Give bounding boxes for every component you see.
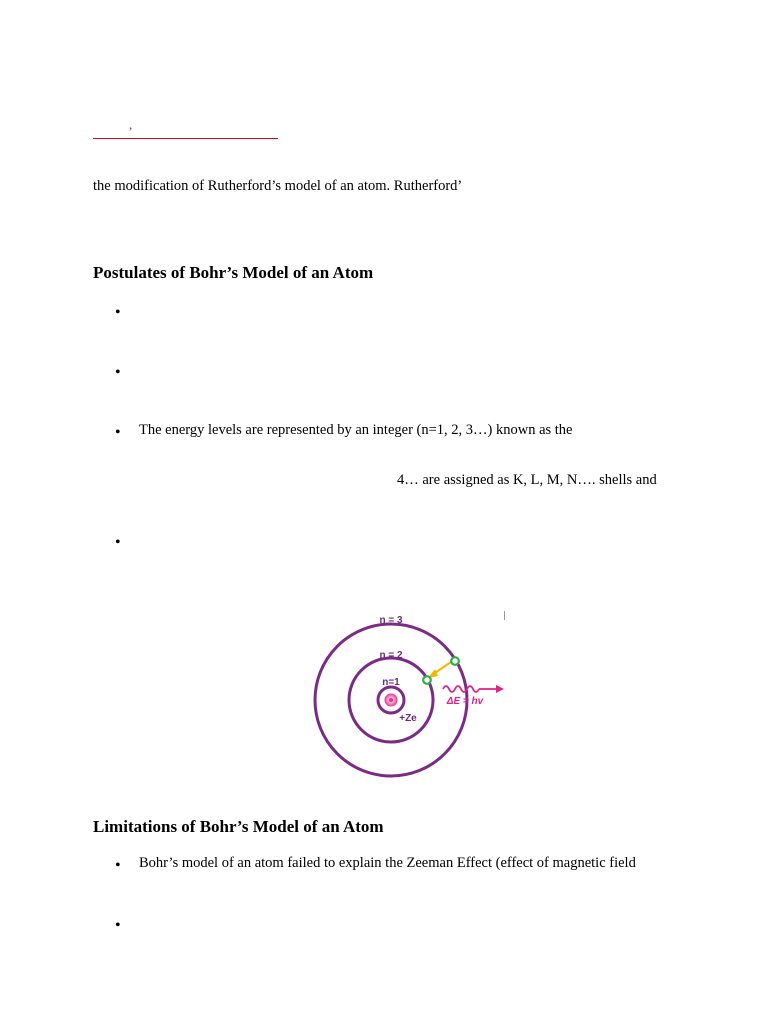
limitations-heading: Limitations of Bohr’s Model of an Atom [93, 817, 384, 836]
limitation-bullet-1: • [115, 857, 121, 874]
postulate-bullet-4: • [115, 534, 121, 551]
postulate-3-continuation: 4… are assigned as K, L, M, N…. shells and [397, 472, 657, 488]
label-n2: n = 2 [379, 650, 403, 661]
intro-paragraph: the modification of Rutherford’s model of an atom. Rutherford’ [93, 178, 463, 194]
photon-wave [443, 686, 479, 692]
postulate-3-text: The energy levels are represented by an integer (n=1, 2, 3…) known as the [139, 422, 573, 438]
postulate-bullet-2: • [115, 364, 121, 381]
limitation-bullet-2: • [115, 917, 121, 934]
label-n1: n=1 [382, 677, 400, 688]
label-energy: ΔE = hv [446, 696, 484, 707]
postulate-bullet-1: • [115, 304, 121, 321]
label-nucleus-charge: +Ze [399, 713, 417, 724]
limitation-1-text: Bohr’s model of an atom failed to explain the Zeeman Effect (effect of magnetic field [139, 855, 636, 871]
red-mark-text: , [129, 117, 133, 132]
electron-outer [451, 657, 459, 665]
postulates-heading: Postulates of Bohr’s Model of an Atom [93, 263, 374, 282]
red-underline-mark [93, 118, 278, 139]
electron-inner [423, 676, 431, 684]
label-n3: n = 3 [379, 615, 403, 626]
nucleus-core [389, 698, 393, 702]
bohr-model-diagram [297, 606, 511, 782]
postulate-bullet-3: • [115, 424, 121, 441]
photon-arrow-head [496, 685, 504, 693]
bohr-model-figure [297, 606, 511, 782]
